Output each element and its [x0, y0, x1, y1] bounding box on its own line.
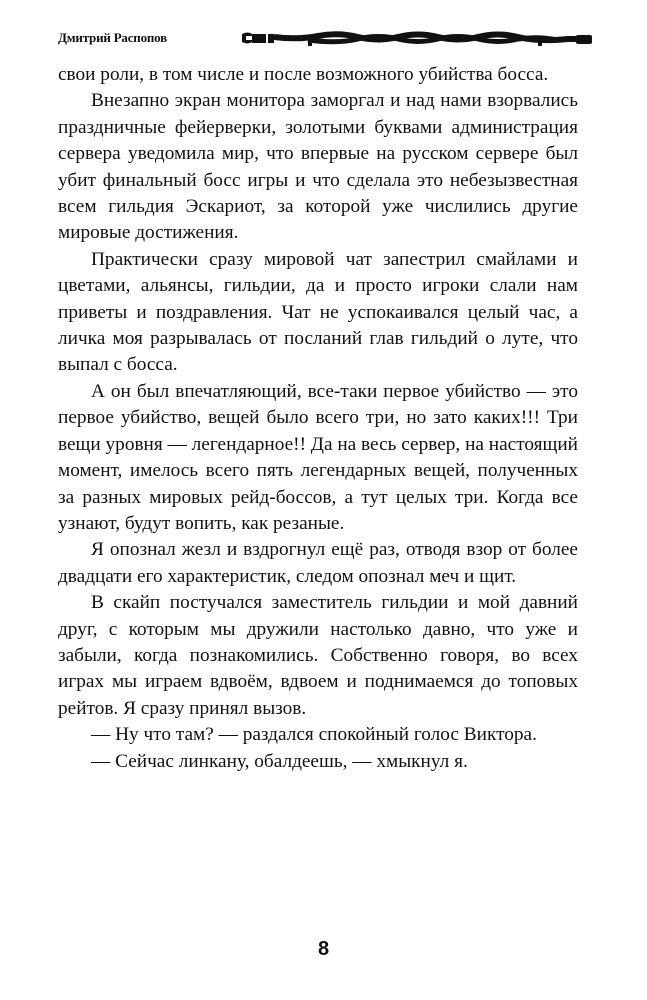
twisted-rope-ornament-icon	[238, 28, 598, 48]
running-header	[58, 28, 597, 50]
paragraph: Внезапно экран монитора заморгал и над нами взорвались праздничные фейерверки, золотыми буквами администрация сервера уведомила мир, что впервые на русском сервере был убит финальный босс игры и что сделала это небезызвестная всем гильдия Эскариот, за которой уже числились другие мировые достижения.	[58, 90, 578, 244]
paragraph: В скайп постучался заместитель гильдии и мой давний друг, с которым мы дружили настолько давно, что уже и забыли, когда познакомились. Собственно говоря, во всех играх мы играем вдвоём, вдвоем и поднимаемся до топовых рейтов. Я сразу принял вызов.	[58, 592, 578, 719]
dialogue-line: — Ну что там? — раздался спокойный голос Виктора.	[91, 724, 537, 746]
paragraph: Практически сразу мировой чат запестрил смайлами и цветами, альянсы, гильдии, да и просто игроки слали нам приветы и поздравления. Чат не успокаивался целый час, а личка моя разрывалась от посланий глав гильдий о луте, что выпал с босса.	[58, 248, 578, 376]
page-body	[58, 62, 578, 775]
author-name: Дмитрий Распопов	[58, 30, 167, 45]
paragraph: А он был впечатляющий, все-таки первое убийство — это первое убийство, вещей было всего три, но зато каких!!! Три вещи уровня — легендарное!! Да на весь сервер, на настоящий момент, имелось всего пять легендарных вещей, полученных за разных мировых рейд-боссов, а тут целых три. Когда все узнают, будут вопить, как резаные.	[58, 380, 578, 534]
page-number: 8	[317, 938, 330, 960]
paragraph: свои роли, в том числе и после возможного убийства босса.	[58, 64, 549, 85]
dialogue-line: — Сейчас линкану, обалдеешь, — хмыкнул я.	[91, 750, 468, 772]
paragraph: Я опознал жезл и вздрогнул ещё раз, отводя взор от более двадцати его характеристик, следом опознал меч и щит.	[58, 539, 578, 587]
